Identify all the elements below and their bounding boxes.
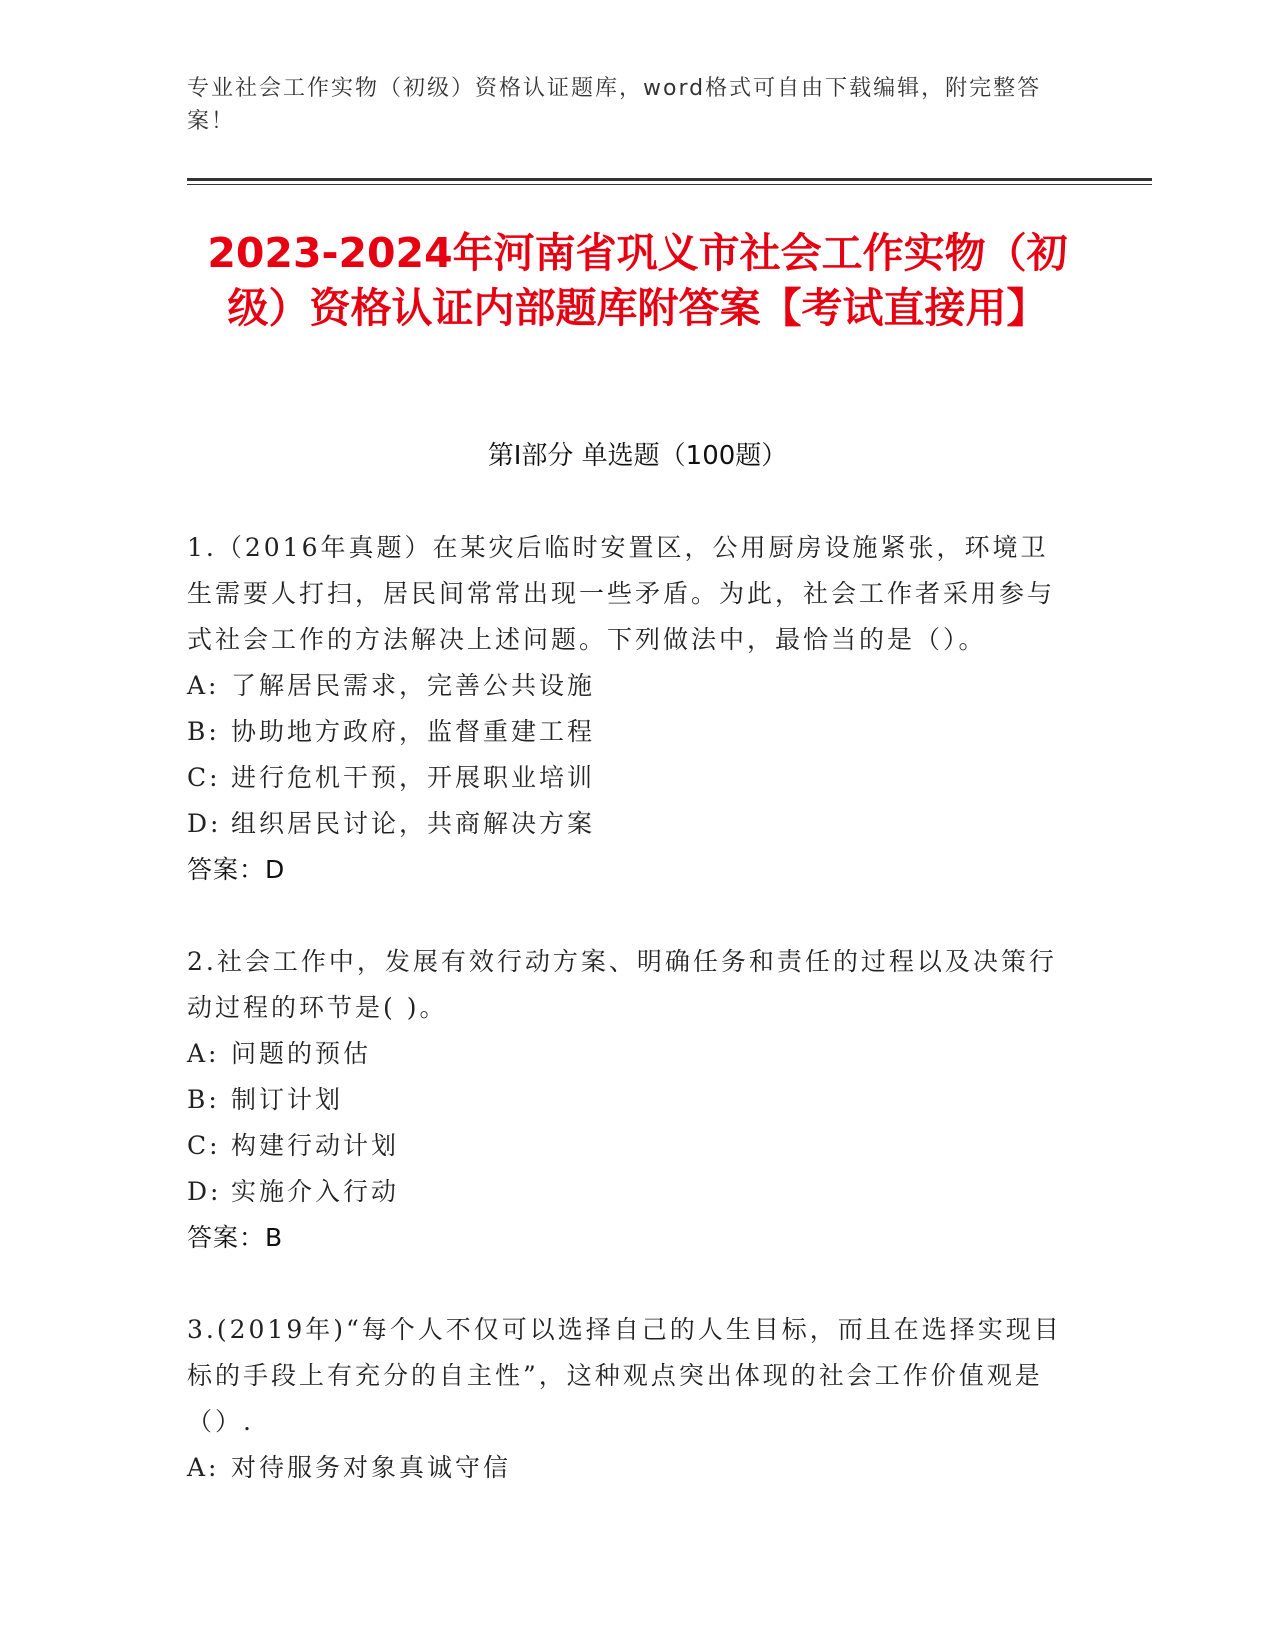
option-text: 组织居民讨论，共商解决方案 (231, 809, 596, 838)
option-text: 协助地方政府，监督重建工程 (231, 717, 596, 746)
header-note: 专业社会工作实物（初级）资格认证题库，word格式可自由下载编辑，附完整答案！ (187, 76, 1042, 134)
option-key: A: (187, 671, 220, 700)
question-3 (187, 1307, 1067, 1491)
question-stem: 1.（2016年真题）在某灾后临时安置区，公用厨房设施紧张，环境卫生需要人打扫，居民间常常出现一些矛盾。为此，社会工作者采用参与式社会工作的方法解决上述问题。下列做法中，最恰当的是（）。 (187, 533, 1056, 654)
option-a (187, 1445, 1067, 1491)
option-key: B: (187, 717, 220, 746)
option-c (187, 755, 1067, 801)
option-key: D: (187, 809, 222, 838)
option-a (187, 663, 1067, 709)
option-key: A: (187, 1039, 220, 1068)
option-text: 制订计划 (231, 1085, 344, 1114)
answer-line: 答案：D (187, 855, 286, 884)
section-heading: 第I部分 单选题（100题） (487, 441, 788, 471)
option-key: C: (187, 763, 221, 792)
option-d (187, 1169, 1067, 1215)
question-1 (187, 525, 1067, 893)
option-text: 实施介入行动 (231, 1177, 400, 1206)
question-list (187, 525, 1067, 1537)
option-b (187, 1077, 1067, 1123)
option-text: 了解居民需求，完善公共设施 (231, 671, 596, 700)
option-key: C: (187, 1131, 221, 1160)
option-text: 问题的预估 (231, 1039, 372, 1068)
header-divider-thin (187, 184, 1152, 185)
option-a (187, 1031, 1067, 1077)
question-2 (187, 939, 1067, 1261)
document-title: 2023-2024年河南省巩义市社会工作实物（初级）资格认证内部题库附答案【考试直接用】 (207, 229, 1068, 332)
option-key: A: (187, 1453, 220, 1482)
question-stem: 2.社会工作中，发展有效行动方案、明确任务和责任的过程以及决策行动过程的环节是( )。 (187, 947, 1057, 1022)
option-key: B: (187, 1085, 220, 1114)
header-divider-thick (187, 178, 1152, 181)
option-text: 构建行动计划 (231, 1131, 400, 1160)
option-d (187, 801, 1067, 847)
option-text: 对待服务对象真诚守信 (231, 1453, 512, 1482)
option-c (187, 1123, 1067, 1169)
option-text: 进行危机干预，开展职业培训 (231, 763, 596, 792)
option-key: D: (187, 1177, 222, 1206)
option-b (187, 709, 1067, 755)
answer-line: 答案：B (187, 1223, 284, 1252)
question-stem: 3.(2019年)“每个人不仅可以选择自己的人生目标，而且在选择实现目标的手段上有充分的自主性”，这种观点突出体现的社会工作价值观是（）. (187, 1315, 1062, 1436)
